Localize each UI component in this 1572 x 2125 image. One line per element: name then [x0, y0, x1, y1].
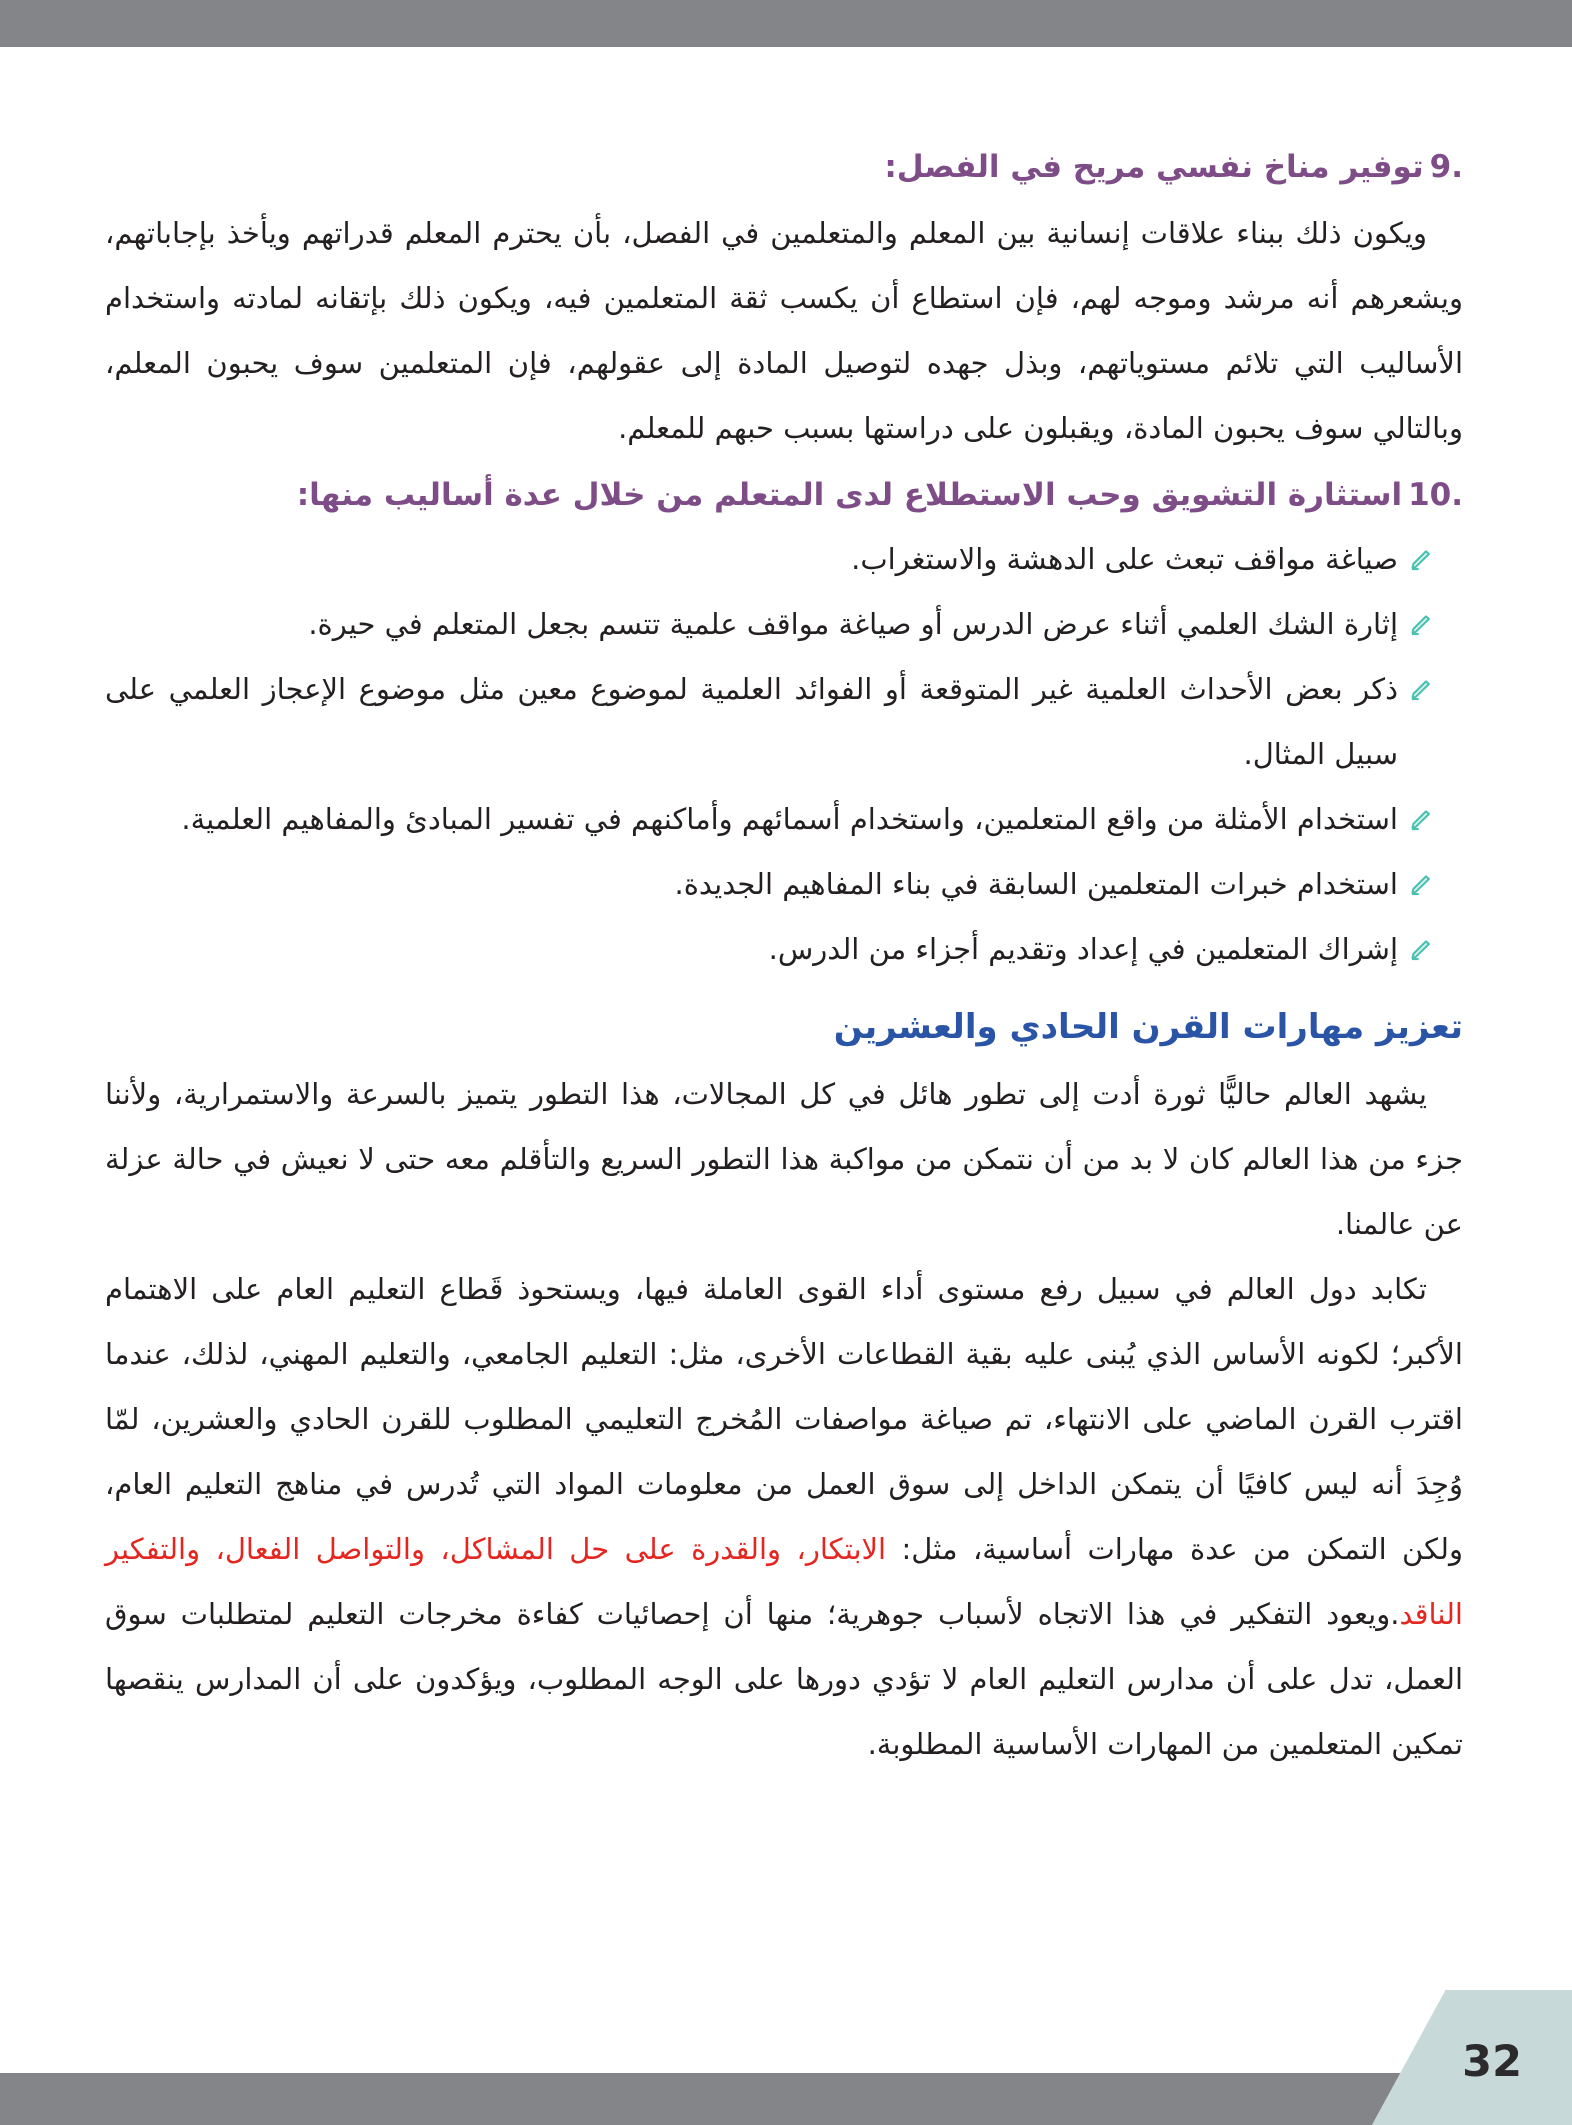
list-item-text: إثارة الشك العلمي أثناء عرض الدرس أو صياغة مواقف علمية تتسم بجعل المتعلم في حيرة.: [308, 607, 1398, 641]
section-9-number: 9.: [1429, 149, 1463, 185]
footer-bar: [0, 2073, 1572, 2125]
skills-21st-century-heading: تعزيز مهارات القرن الحادي والعشرين: [833, 1007, 1463, 1047]
pencil-icon: [1408, 871, 1435, 898]
list-item-text: ذكر بعض الأحداث العلمية غير المتوقعة أو الفوائد العلمية لموضوع معين مثل موضوع الإعجاز العلمي على سبيل المثال.: [105, 672, 1398, 771]
pencil-icon: [1408, 676, 1435, 703]
list-item: [105, 657, 1435, 787]
page-number: 32: [1462, 2037, 1522, 2087]
skills-paragraph-2-continue: .ويعود التفكير في هذا الاتجاه لأسباب جوهرية؛ منها أن إحصائيات كفاءة مخرجات التعليم لمتطلبات سوق العمل، تدل على أن مدارس التعليم العام لا تؤدي دورها على الوجه المطلوب، ويؤكدون على أن المدارس ينقصها تمكين المتعلمين من المهارات الأساسية المطلوبة.: [105, 1597, 1463, 1761]
section-10-heading: [105, 471, 1463, 519]
section-10-title: استثارة التشويق وحب الاستطلاع لدى المتعلم من خلال عدة أساليب منها:: [296, 477, 1403, 513]
skills-paragraph-2: [105, 1257, 1463, 1777]
skills-highlight-red: الابتكار، والقدرة على حل المشاكل، والتواصل الفعال، والتفكير الناقد: [105, 1532, 1463, 1631]
header-bar: [0, 0, 1572, 47]
page-content: [0, 47, 1572, 1777]
section-9-paragraph: ويكون ذلك ببناء علاقات إنسانية بين المعلم والمتعلمين في الفصل، بأن يحترم المعلم قدراتهم ويأخذ بإجاباتهم، ويشعرهم أنه مرشد وموجه لهم، فإن استطاع أن يكسب ثقة المتعلمين فيه، ويكون ذلك بإتقانه لمادته واستخدام الأساليب التي تلائم مستوياتهم، وبذل جهده لتوصيل المادة إلى عقولهم، فإن المتعلمين سوف يحبون المعلم، وبالتالي سوف يحبون المادة، ويقبلون على دراستها بسبب حبهم للمعلم.: [105, 216, 1463, 445]
section-10-number: 10.: [1408, 477, 1463, 513]
methods-list: [105, 527, 1463, 982]
pencil-icon: [1408, 936, 1435, 963]
skills-paragraph-2-text: تكابد دول العالم في سبيل رفع مستوى أداء القوى العاملة فيها، ويستحوذ قَطاع التعليم العام على الاهتمام الأكبر؛ لكونه الأساس الذي يُبنى عليه بقية القطاعات الأخرى، مثل: التعليم الجامعي، والتعليم المهني، لذلك، عندما اقترب القرن الماضي على الانتهاء، تم صياغة مواصفات المُخرج التعليمي المطلوب للقرن الحادي والعشرين، لمّا وُجِدَ أنه ليس كافيًا أن يتمكن الداخل إلى سوق العمل من معلومات المواد التي تُدرس في مناهج التعليم العام، ولكن التمكن من عدة مهارات أساسية، مثل:: [105, 1272, 1463, 1566]
list-item-text: صياغة مواقف تبعث على الدهشة والاستغراب.: [851, 542, 1398, 576]
section-9-heading: [105, 143, 1463, 191]
list-item: [105, 917, 1435, 982]
section-9-title: توفير مناخ نفسي مريح في الفصل:: [884, 149, 1424, 185]
list-item-text: استخدام خبرات المتعلمين السابقة في بناء المفاهيم الجديدة.: [674, 867, 1398, 901]
list-item-text: إشراك المتعلمين في إعداد وتقديم أجزاء من الدرس.: [768, 932, 1398, 966]
pencil-icon: [1408, 611, 1435, 638]
list-item: [105, 527, 1435, 592]
list-item: [105, 787, 1435, 852]
pencil-icon: [1408, 806, 1435, 833]
list-item: [105, 852, 1435, 917]
pencil-icon: [1408, 546, 1435, 573]
skills-paragraph-1: يشهد العالم حاليًّا ثورة أدت إلى تطور هائل في كل المجالات، هذا التطور يتميز بالسرعة والاستمرارية، ولأننا جزء من هذا العالم كان لا بد من أن نتمكن من مواكبة هذا التطور السريع والتأقلم معه حتى لا نعيش في حالة عزلة عن عالمنا.: [105, 1077, 1463, 1241]
list-item: [105, 592, 1435, 657]
list-item-text: استخدام الأمثلة من واقع المتعلمين، واستخدام أسمائهم وأماكنهم في تفسير المبادئ والمفاهيم العلمية.: [181, 802, 1398, 836]
